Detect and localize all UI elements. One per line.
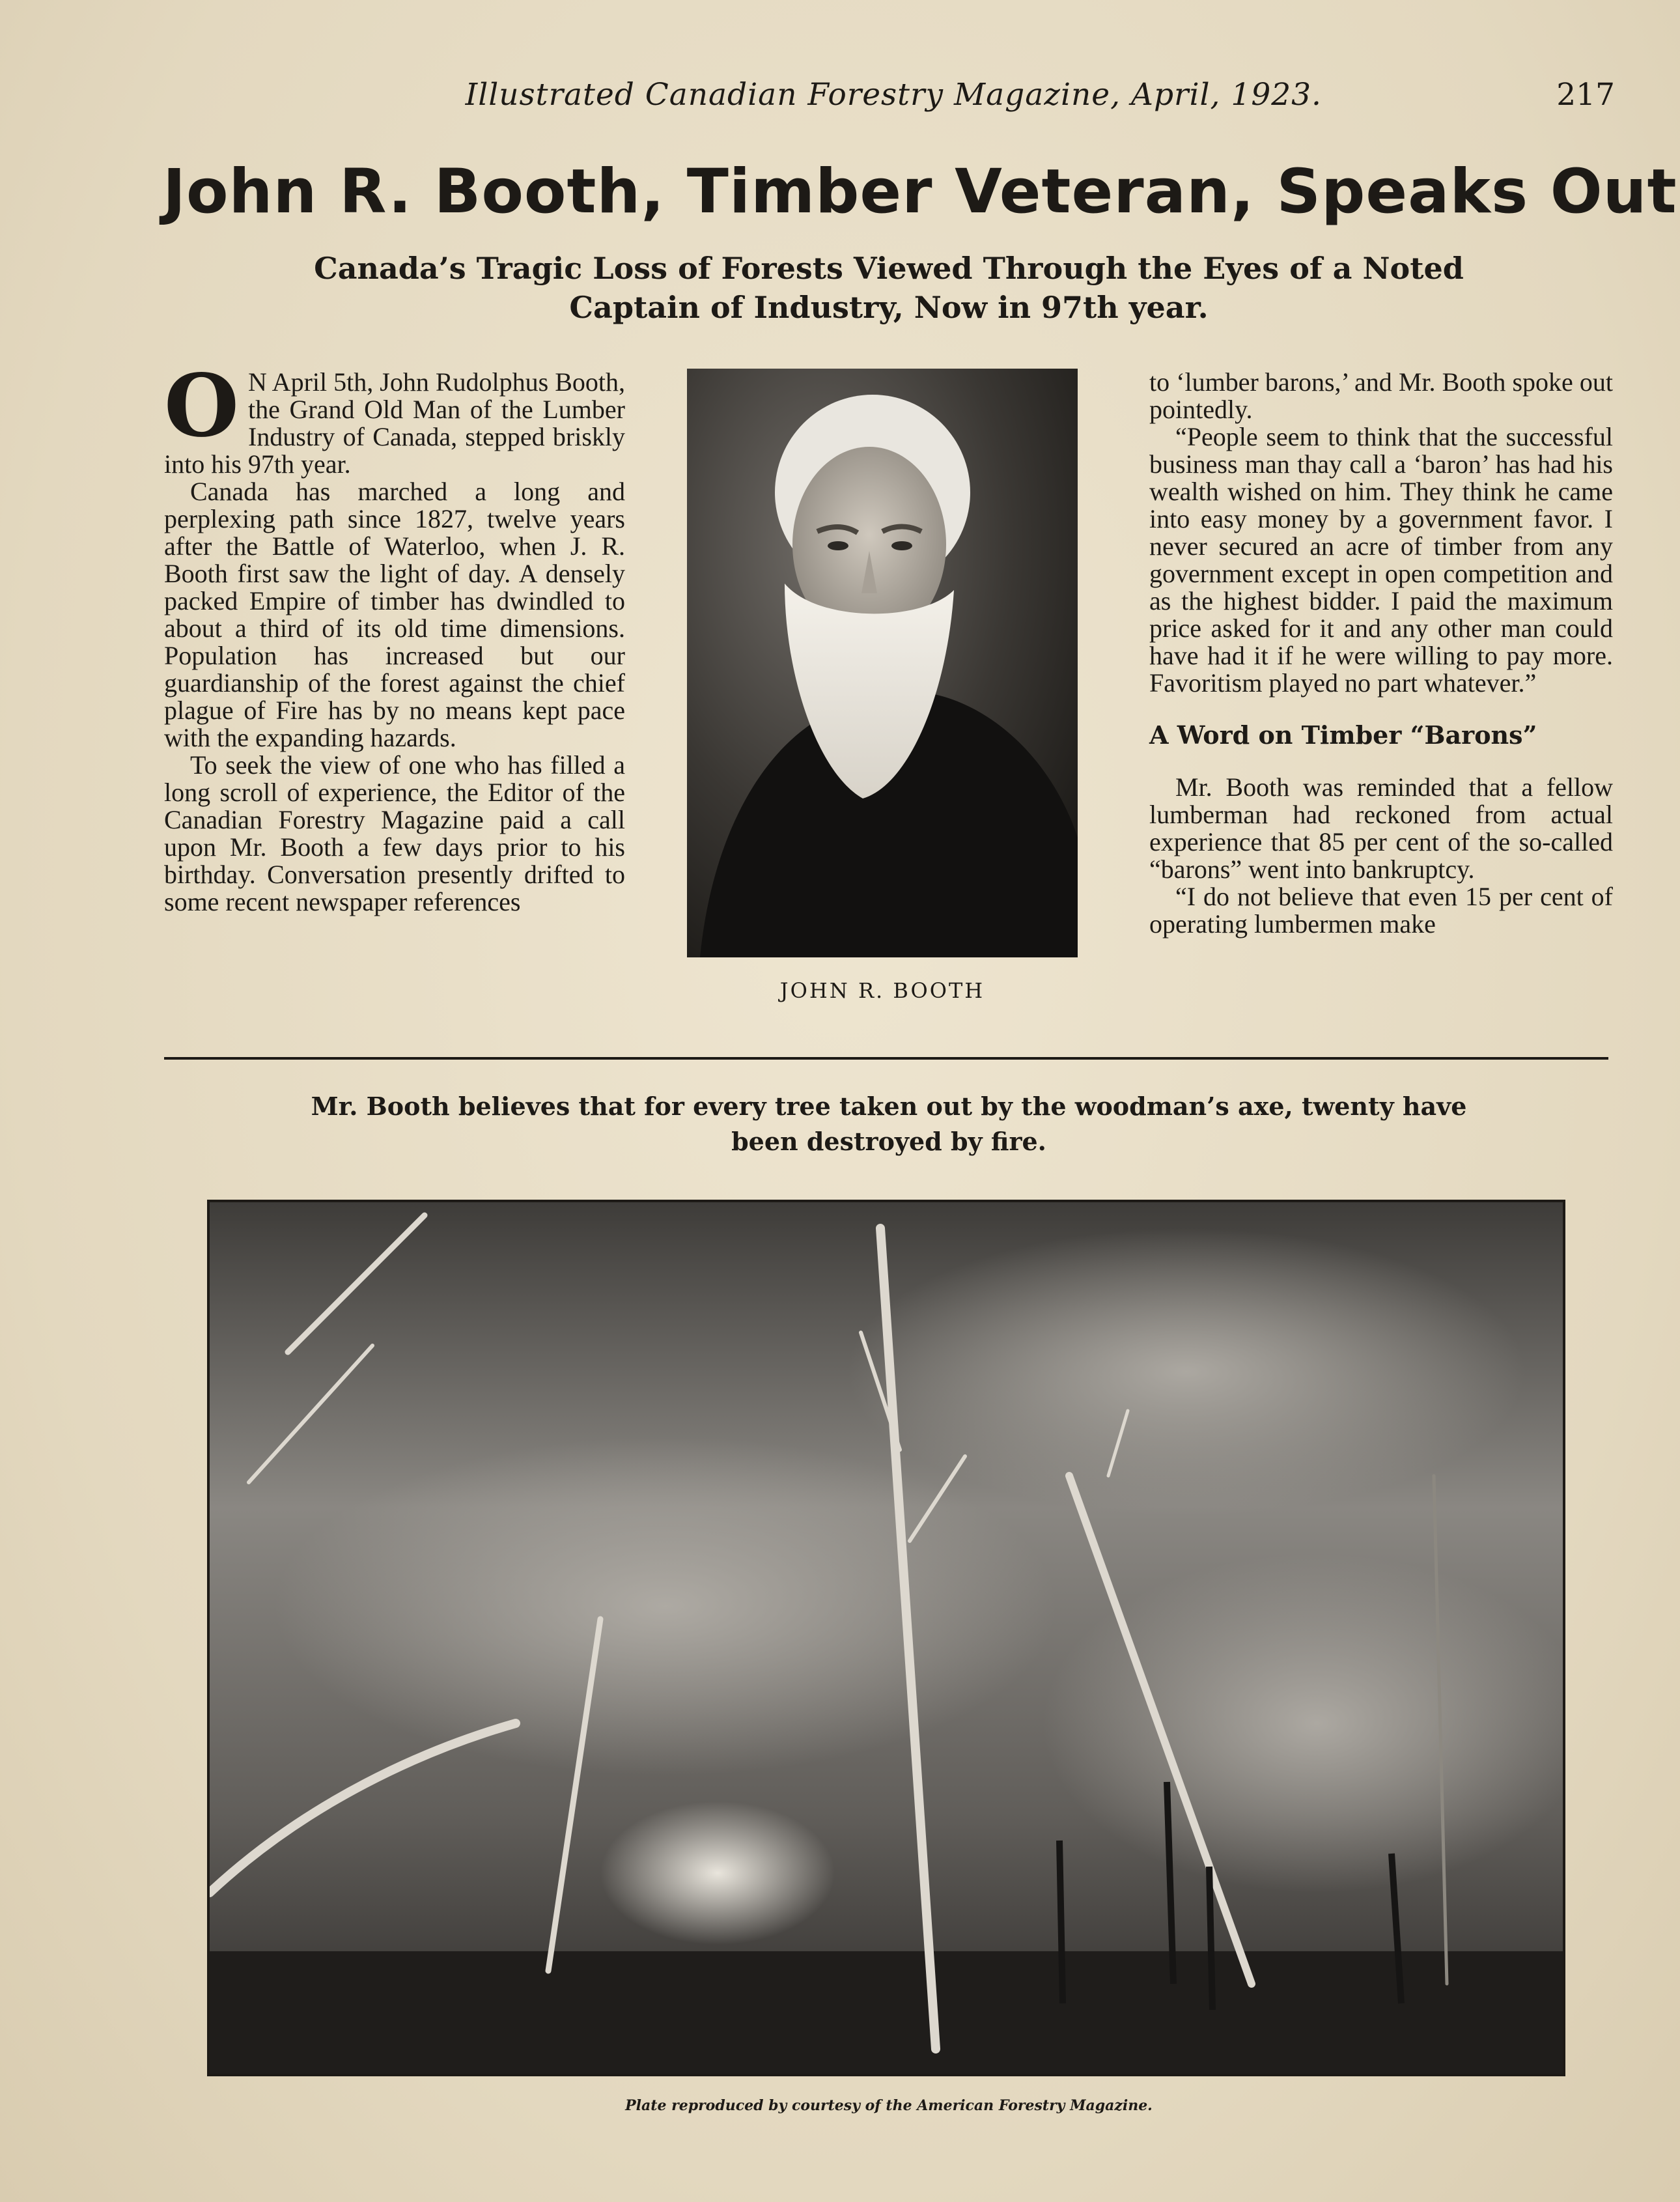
- left-paragraph-1: [164, 356, 625, 479]
- left-paragraph-3: To seek the view of one who has filled a long scroll of experience, the Editor of the Canadian Forestry Magazine paid a call upon Mr. Booth a few days prior to his birthday. Conversation presently drifted to some recent newspaper references: [164, 750, 625, 916]
- article-subtitle: [195, 249, 1582, 327]
- portrait-image: [687, 369, 1078, 957]
- portrait-caption: JOHN R. BOOTH: [779, 978, 985, 1003]
- right-paragraph-2: “People seem to think that the successful business man thay call a ‘baron’ has had his wealth wished on him. They think he came into easy money by a government favor. I never secured an acre of timber from any government except in open competition and as the highest bidder. I paid the maximum price asked for it and any other man could have had it if he were willing to pay more. Favoritism played no part whatever.”: [1149, 422, 1613, 698]
- forest-fire-image: [210, 1202, 1563, 2074]
- article-title: John R. Booth, Timber Veteran, Speaks Out: [163, 156, 1677, 227]
- forest-fire-photo: [207, 1200, 1565, 2076]
- right-paragraph-4: “I do not believe that even 15 per cent of operating lumbermen make: [1149, 882, 1613, 939]
- section-divider: [164, 1057, 1608, 1060]
- subtitle-line-2: Captain of Industry, Now in 97th year.: [569, 290, 1209, 325]
- left-paragraph-1-text: N April 5th, John Rudolphus Booth, the Grand Old Man of the Lumber Industry of Canada, stepped briskly into his 97th year.: [164, 367, 625, 479]
- section-subhead: A Word on Timber “Barons”: [1149, 720, 1537, 750]
- right-paragraph-1: to ‘lumber barons,’ and Mr. Booth spoke out pointedly.: [1149, 367, 1613, 424]
- subtitle-line-1: Canada’s Tragic Loss of Forests Viewed Through the Eyes of a Noted: [314, 251, 1464, 286]
- left-column: [164, 356, 625, 916]
- drop-cap: O: [164, 356, 239, 457]
- right-paragraph-3: Mr. Booth was reminded that a fellow lumberman had reckoned from actual experience that 85 per cent of the so-called “barons” went into bankruptcy.: [1149, 772, 1613, 884]
- portrait-photo: [687, 369, 1078, 957]
- right-column: [1149, 369, 1613, 938]
- pull-quote: Mr. Booth believes that for every tree taken out by the woodman’s axe, twenty have been destroyed by fire.: [311, 1092, 1467, 1156]
- left-paragraph-2: Canada has marched a long and perplexing path since 1827, twelve years after the Battle of Waterloo, when J. R. Booth first saw the light of day. A densely packed Empire of timber has dwindled to about a third of its old time dimensions. Population has increased but our guardianship of the forest against the chief plague of Fire has by no means kept pace with the expanding hazards.: [164, 477, 625, 752]
- page-number: 217: [1556, 77, 1615, 113]
- photo-credit: Plate reproduced by courtesy of the American Forestry Magazine.: [625, 2097, 1153, 2114]
- running-head: Illustrated Canadian Forestry Magazine, April, 1923.: [465, 77, 1322, 113]
